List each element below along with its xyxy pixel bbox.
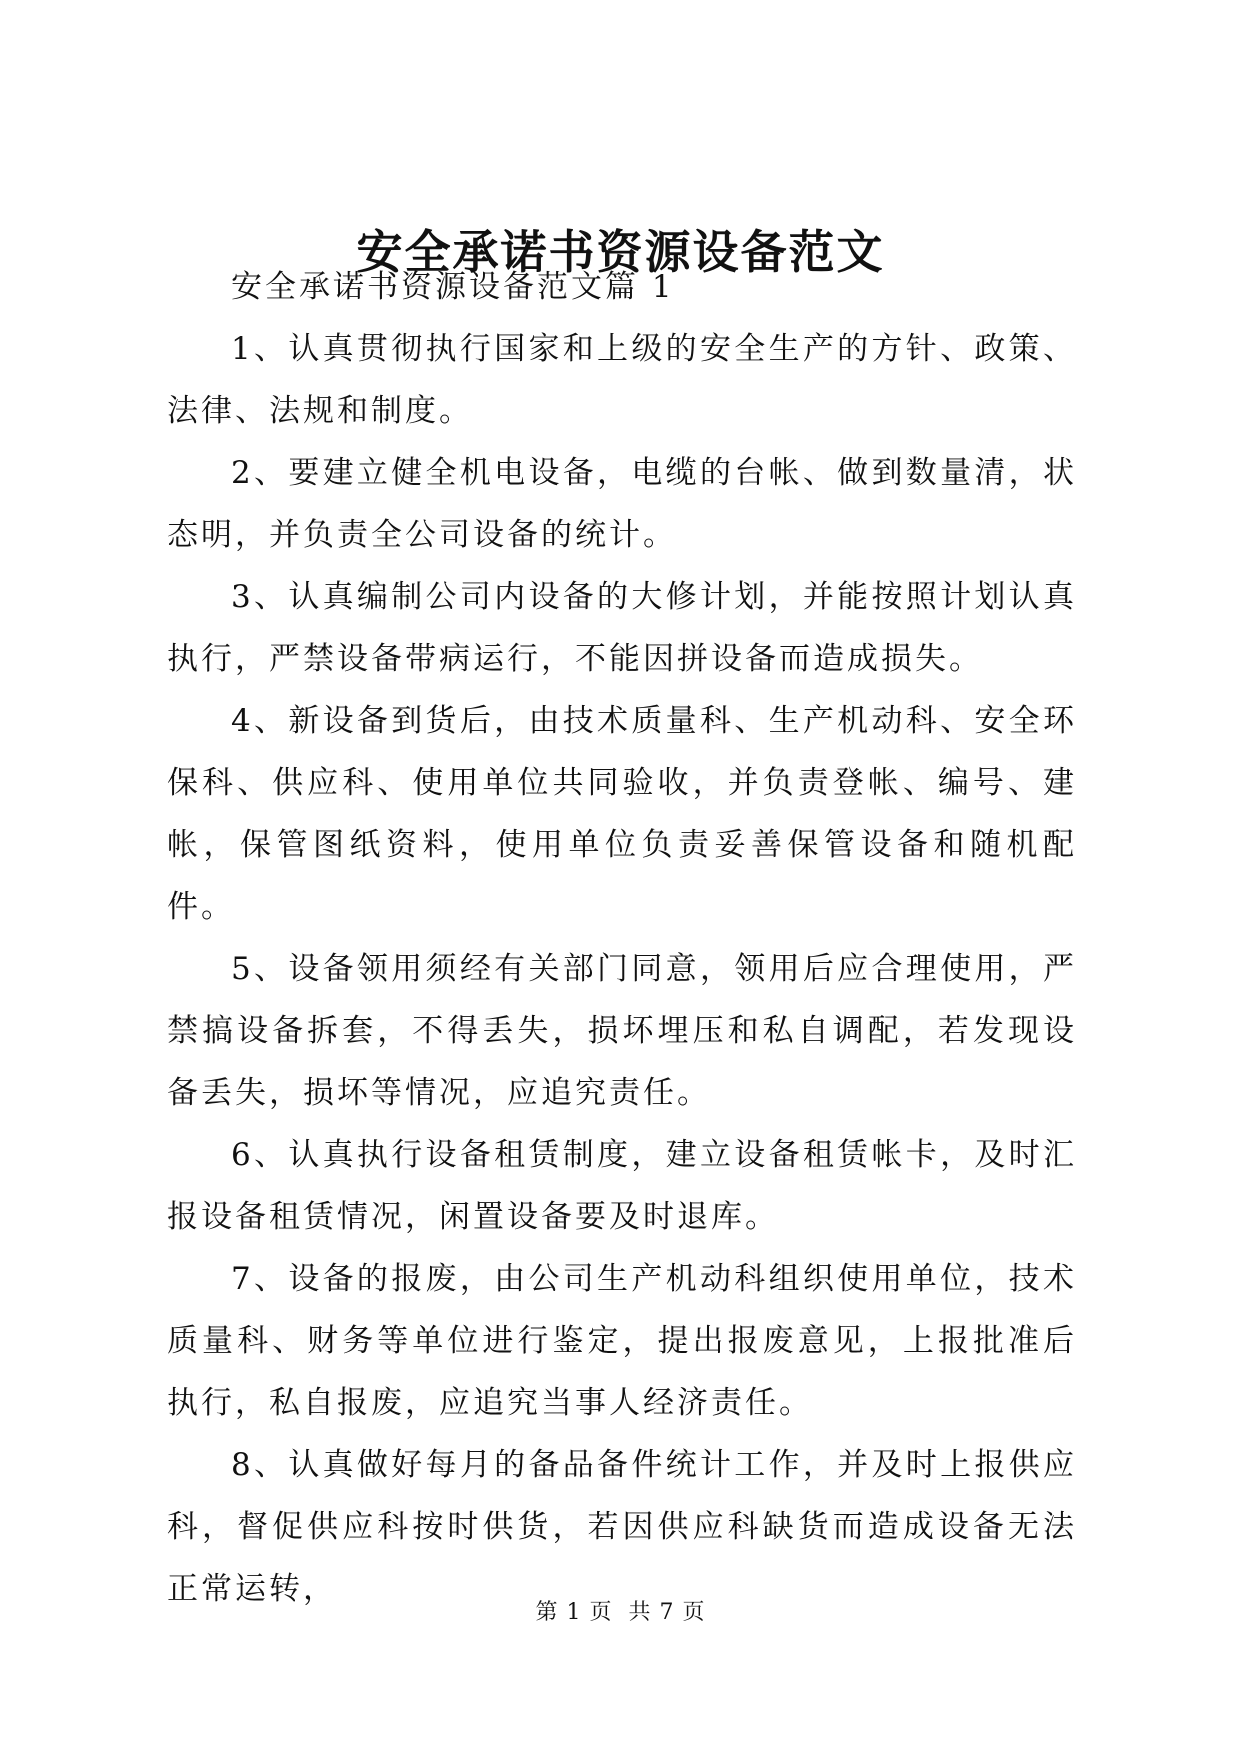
- paragraph-5: 5、设备领用须经有关部门同意，领用后应合理使用，严禁搞设备拆套，不得丢失，损坏埋压和私自调配，若发现设备丢失，损坏等情况，应追究责任。: [167, 951, 1077, 1111]
- document-body: [167, 256, 1077, 1620]
- paragraph-1: 1、认真贯彻执行国家和上级的安全生产的方针、政策、法律、法规和制度。: [167, 331, 1077, 429]
- document-title: 安全承诺书资源设备范文: [356, 225, 885, 279]
- subtitle: 安全承诺书资源设备范文篇 1: [231, 269, 675, 305]
- paragraph-2: 2、要建立健全机电设备，电缆的台帐、做到数量清，状态明，并负责全公司设备的统计。: [167, 455, 1077, 553]
- paragraph-6: 6、认真执行设备租赁制度，建立设备租赁帐卡，及时汇报设备租赁情况，闲置设备要及时退库。: [167, 1137, 1077, 1235]
- paragraph-7: 7、设备的报废，由公司生产机动科组织使用单位，技术质量科、财务等单位进行鉴定，提出报废意见，上报批准后执行，私自报废，应追究当事人经济责任。: [167, 1261, 1077, 1421]
- paragraph-8: 8、认真做好每月的备品备件统计工作，并及时上报供应科，督促供应科按时供货，若因供应科缺货而造成设备无法正常运转，: [167, 1447, 1077, 1607]
- page-number: 第 1 页 共 7 页: [535, 1600, 706, 1625]
- paragraph-3: 3、认真编制公司内设备的大修计划，并能按照计划认真执行，严禁设备带病运行，不能因拼设备而造成损失。: [167, 579, 1077, 677]
- page-footer: [0, 1598, 1241, 1628]
- paragraph-4: 4、新设备到货后，由技术质量科、生产机动科、安全环保科、供应科、使用单位共同验收，并负责登帐、编号、建帐，保管图纸资料，使用单位负责妥善保管设备和随机配件。: [167, 703, 1077, 925]
